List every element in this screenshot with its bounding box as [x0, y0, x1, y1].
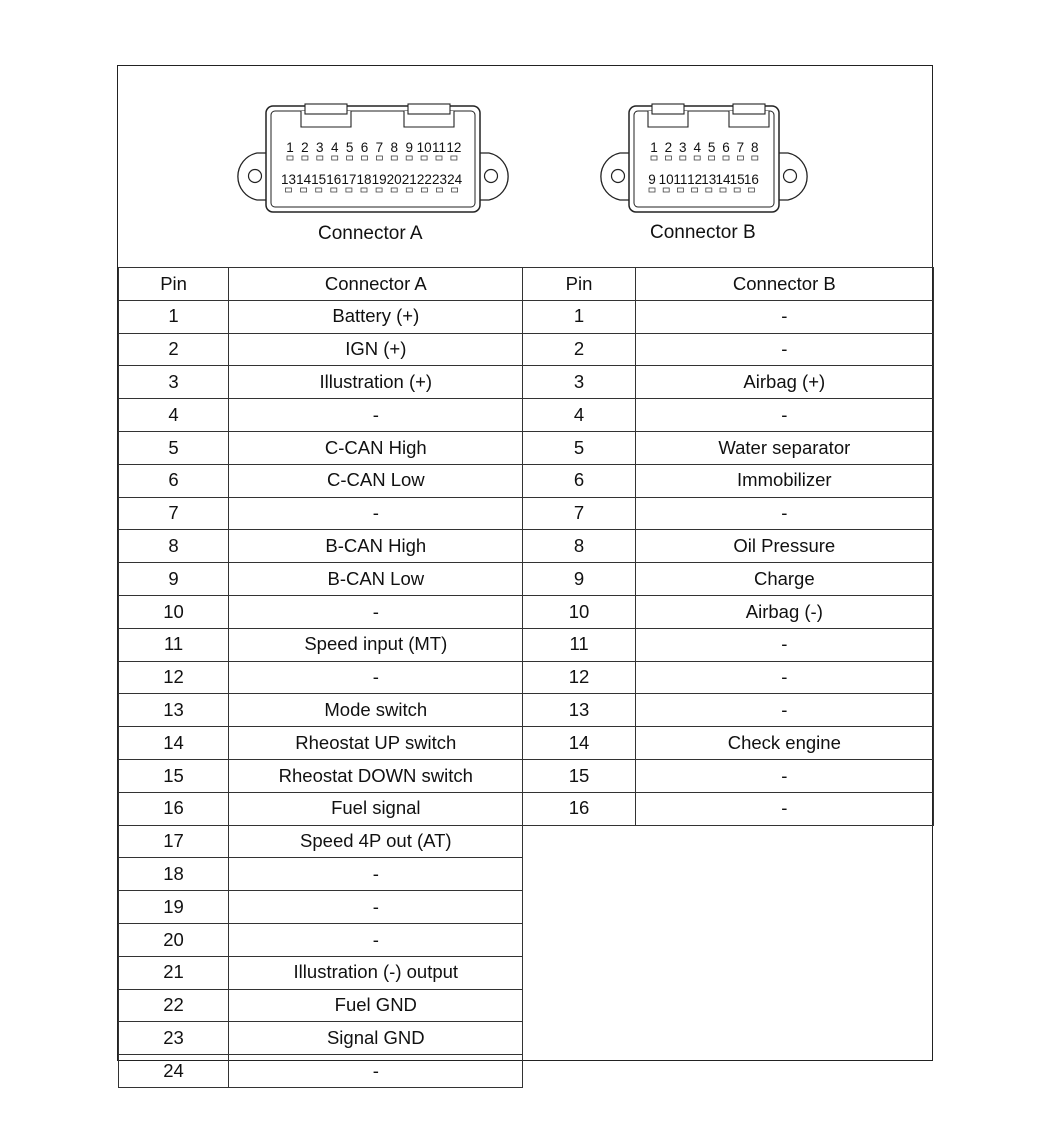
- connector-a-bottom-pin-label: 16: [326, 172, 342, 187]
- connector-a-bottom-pin-label: 19: [371, 172, 387, 187]
- connector-b-bottom-pin-label: 14: [715, 172, 731, 187]
- table-row: [119, 497, 934, 530]
- function-b-cell: Water separator: [635, 431, 933, 464]
- pin-a-cell: 2: [119, 333, 229, 366]
- pin-b-cell: 12: [523, 661, 635, 694]
- table-row: [119, 694, 934, 727]
- table-row: [119, 628, 934, 661]
- header-connector-a: Connector A: [229, 268, 523, 301]
- pin-a-cell: 5: [119, 431, 229, 464]
- table-row: [119, 366, 934, 399]
- function-a-cell: -: [229, 595, 523, 628]
- pin-a-cell: 20: [119, 923, 229, 956]
- function-a-cell: B-CAN High: [229, 530, 523, 563]
- pin-b-cell: 8: [523, 530, 635, 563]
- pin-b-cell: 15: [523, 759, 635, 792]
- connector-a-top-pin-label: 10: [416, 140, 432, 155]
- table-row: [119, 399, 934, 432]
- function-a-cell: B-CAN Low: [229, 563, 523, 596]
- function-b-cell: -: [635, 694, 933, 727]
- connector-a-bottom-pin-label: 21: [401, 172, 417, 187]
- pin-a-cell: 3: [119, 366, 229, 399]
- connector-b-top-pin-label: 8: [751, 140, 759, 155]
- table-row: [119, 759, 934, 792]
- connector-b-bottom-pin-label: 10: [658, 172, 674, 187]
- function-a-cell: C-CAN Low: [229, 464, 523, 497]
- function-a-cell: Fuel signal: [229, 792, 523, 825]
- pinout-frame: [117, 65, 933, 1081]
- pin-b-cell: 10: [523, 595, 635, 628]
- pin-b-cell: 7: [523, 497, 635, 530]
- pin-a-cell: 24: [119, 1055, 229, 1088]
- table-row: [119, 530, 934, 563]
- table-row: [119, 300, 934, 333]
- function-a-cell: -: [229, 891, 523, 924]
- connector-b-bottom-pin-label: 16: [743, 172, 759, 187]
- function-a-cell: -: [229, 858, 523, 891]
- pin-a-cell: 8: [119, 530, 229, 563]
- table-header-row: [119, 268, 934, 301]
- function-a-cell: Speed 4P out (AT): [229, 825, 523, 858]
- function-a-cell: -: [229, 1055, 523, 1088]
- pin-a-cell: 14: [119, 727, 229, 760]
- pin-a-cell: 1: [119, 300, 229, 333]
- function-b-cell: Airbag (+): [635, 366, 933, 399]
- connector-a-top-pin-label: 1: [286, 140, 294, 155]
- connector-b-bottom-pin-label: 15: [729, 172, 745, 187]
- function-b-cell: Airbag (-): [635, 595, 933, 628]
- pin-a-cell: 16: [119, 792, 229, 825]
- table-row: [119, 825, 934, 858]
- connector-b-top-pin-label: 4: [693, 140, 701, 155]
- pin-a-cell: 17: [119, 825, 229, 858]
- connector-a-bottom-pin-label: 15: [311, 172, 327, 187]
- connector-b-bottom-pin-label: 12: [687, 172, 703, 187]
- connector-a-top-pin-label: 8: [390, 140, 399, 155]
- connector-a-latch-right: [408, 104, 450, 114]
- connector-a-left-hole: [249, 170, 262, 183]
- connector-a-bottom-pin-label: 14: [296, 172, 312, 187]
- pin-b-cell: 14: [523, 727, 635, 760]
- function-a-cell: Rheostat DOWN switch: [229, 759, 523, 792]
- function-b-cell: -: [635, 759, 933, 792]
- pin-a-cell: 21: [119, 956, 229, 989]
- table-row: [119, 661, 934, 694]
- connector-b-bottom-pin-label: 13: [701, 172, 717, 187]
- connector-b-top-pin-label: 3: [679, 140, 687, 155]
- connector-a-caption: Connector A: [318, 223, 423, 244]
- pin-a-cell: 19: [119, 891, 229, 924]
- pin-b-cell: 5: [523, 431, 635, 464]
- table-row: [119, 333, 934, 366]
- connector-a-bottom-pin-label: 20: [386, 172, 402, 187]
- connector-a-top-pin-label: 12: [446, 140, 462, 155]
- pin-b-cell: 1: [523, 300, 635, 333]
- empty-area: [523, 825, 934, 1087]
- pin-b-cell: 2: [523, 333, 635, 366]
- function-b-cell: -: [635, 497, 933, 530]
- connector-a-top-pin-label: 7: [375, 140, 384, 155]
- connector-b-latch-left: [652, 104, 684, 114]
- pin-a-cell: 6: [119, 464, 229, 497]
- connector-b-bottom-pin-label: 11: [673, 172, 688, 187]
- connector-a-top-pin-label: 3: [316, 140, 324, 155]
- pin-a-cell: 22: [119, 989, 229, 1022]
- table-row: [119, 792, 934, 825]
- function-a-cell: IGN (+): [229, 333, 523, 366]
- function-b-cell: Check engine: [635, 727, 933, 760]
- connector-diagram: [118, 66, 932, 267]
- function-a-cell: Illustration (+): [229, 366, 523, 399]
- connector-a-bottom-pin-label: 23: [431, 172, 448, 187]
- table-row: [119, 464, 934, 497]
- pin-a-cell: 4: [119, 399, 229, 432]
- connector-a-top-pin-label: 9: [405, 140, 413, 155]
- pin-a-cell: 9: [119, 563, 229, 596]
- header-pin-b: Pin: [523, 268, 635, 301]
- function-b-cell: Immobilizer: [635, 464, 933, 497]
- pin-a-cell: 11: [119, 628, 229, 661]
- connector-a-bottom-pin-label: 24: [447, 172, 463, 187]
- pin-b-cell: 4: [523, 399, 635, 432]
- function-a-cell: Fuel GND: [229, 989, 523, 1022]
- pin-table: [118, 267, 934, 1088]
- pin-a-cell: 13: [119, 694, 229, 727]
- function-a-cell: C-CAN High: [229, 431, 523, 464]
- header-pin-a: Pin: [119, 268, 229, 301]
- function-a-cell: Battery (+): [229, 300, 523, 333]
- connector-a-top-pin-label: 6: [360, 140, 369, 155]
- connector-a-bottom-pin-label: 22: [416, 172, 432, 187]
- function-a-cell: Signal GND: [229, 1022, 523, 1055]
- function-a-cell: Mode switch: [229, 694, 523, 727]
- connector-b-top-pin-label: 1: [650, 140, 658, 155]
- pin-b-cell: 3: [523, 366, 635, 399]
- connector-b-top-pin-label: 6: [722, 140, 730, 155]
- table-row: [119, 563, 934, 596]
- function-b-cell: -: [635, 399, 933, 432]
- pin-b-cell: 16: [523, 792, 635, 825]
- connector-b-top-pin-label: 7: [736, 140, 745, 155]
- function-b-cell: -: [635, 333, 933, 366]
- function-b-cell: -: [635, 300, 933, 333]
- pin-a-cell: 7: [119, 497, 229, 530]
- function-b-cell: -: [635, 628, 933, 661]
- connector-a-top-pin-label: 4: [330, 140, 339, 155]
- connector-a-latch-left: [305, 104, 347, 114]
- pin-a-cell: 18: [119, 858, 229, 891]
- pin-b-cell: 11: [523, 628, 635, 661]
- function-a-cell: Rheostat UP switch: [229, 727, 523, 760]
- connector-b-latch-right: [733, 104, 765, 114]
- function-a-cell: -: [229, 661, 523, 694]
- connector-b-left-hole: [612, 170, 625, 183]
- connector-a-top-pin-label: 2: [301, 140, 309, 155]
- pin-a-cell: 15: [119, 759, 229, 792]
- pin-b-cell: 9: [523, 563, 635, 596]
- pin-a-cell: 10: [119, 595, 229, 628]
- connector-b-top-pin-label: 2: [664, 140, 673, 155]
- table-row: [119, 431, 934, 464]
- connector-a-bottom-pin-label: 18: [356, 172, 372, 187]
- function-b-cell: -: [635, 661, 933, 694]
- pin-b-cell: 13: [523, 694, 635, 727]
- function-b-cell: Charge: [635, 563, 933, 596]
- function-a-cell: Illustration (-) output: [229, 956, 523, 989]
- pin-a-cell: 12: [119, 661, 229, 694]
- table-row: [119, 727, 934, 760]
- function-a-cell: -: [229, 497, 523, 530]
- function-a-cell: -: [229, 923, 523, 956]
- pin-a-cell: 23: [119, 1022, 229, 1055]
- table-row: [119, 595, 934, 628]
- pin-b-cell: 6: [523, 464, 635, 497]
- connector-a-bottom-pin-label: 17: [341, 172, 357, 187]
- connector-b-caption: Connector B: [650, 222, 756, 243]
- connector-b-top-pin-label: 5: [707, 140, 716, 155]
- connector-b-bottom-pin-label: 9: [648, 172, 656, 187]
- connector-a-bottom-pin-label: 13: [280, 172, 297, 187]
- connector-a-right-hole: [485, 170, 498, 183]
- connector-a-top-pin-label: 11: [431, 140, 447, 155]
- function-b-cell: -: [635, 792, 933, 825]
- function-a-cell: -: [229, 399, 523, 432]
- connector-b-right-hole: [784, 170, 797, 183]
- function-b-cell: Oil Pressure: [635, 530, 933, 563]
- function-a-cell: Speed input (MT): [229, 628, 523, 661]
- connector-a-top-pin-label: 5: [345, 140, 354, 155]
- header-connector-b: Connector B: [635, 268, 933, 301]
